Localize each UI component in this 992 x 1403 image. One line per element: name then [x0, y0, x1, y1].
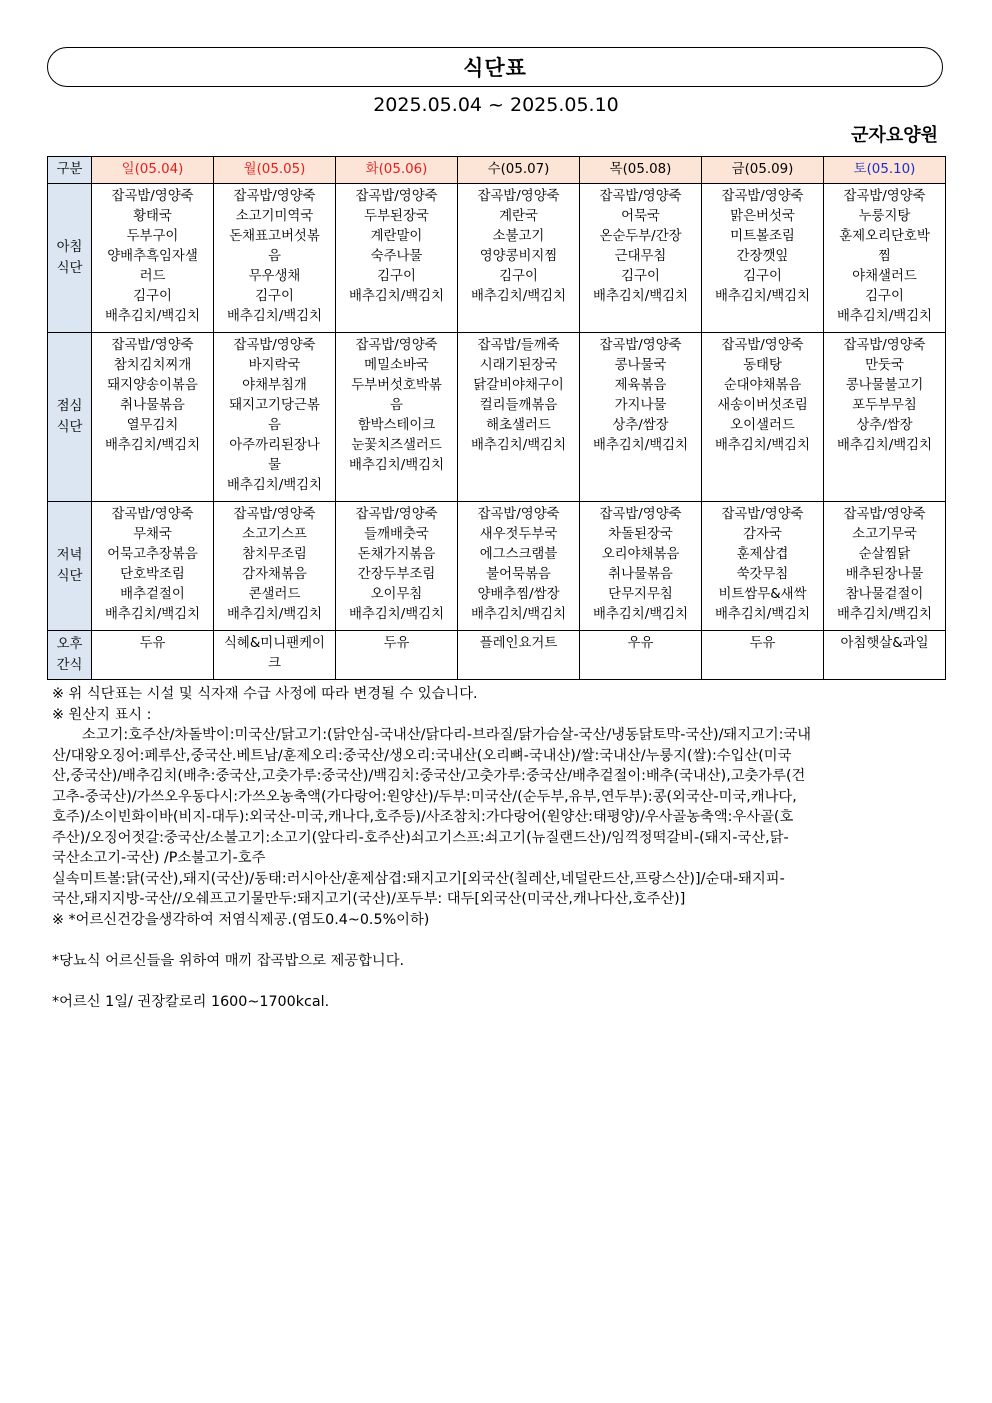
menu-item: 배추김치/백김치	[348, 458, 445, 473]
meal-label-line: 아침	[56, 240, 83, 255]
note-line: ※ 원산지 표시 :	[52, 706, 152, 723]
menu-item: 야채부침개	[242, 378, 307, 393]
menu-cell	[214, 631, 336, 680]
menu-item: 가지나물	[614, 398, 667, 413]
menu-item: 잡곡밥/영양죽	[111, 507, 194, 522]
menu-item: 감자채볶음	[242, 567, 307, 582]
menu-item: 김구이	[133, 289, 172, 304]
menu-item: 단호박조림	[120, 567, 185, 582]
menu-item: 잡곡밥/들깨죽	[477, 338, 560, 353]
menu-item: 소고기미역국	[235, 209, 314, 224]
menu-item: 돼지양송이볶음	[107, 378, 198, 393]
menu-item: 들깨배춧국	[364, 527, 429, 542]
note-line: 소고기:호주산/차돌박이:미국산/닭고기:(닭안심-국내산/닭다리-브라질/닭가슴살-국산/냉동닭토막-국산)/돼지고기:국내	[82, 727, 812, 743]
date-range: 2025.05.04 ~ 2025.05.10	[373, 94, 619, 116]
menu-item: 크	[268, 656, 281, 671]
menu-item: 두유	[749, 636, 776, 651]
menu-cell	[336, 184, 458, 333]
menu-cell	[702, 502, 824, 631]
menu-cell	[458, 333, 580, 502]
menu-item: 무채국	[133, 527, 172, 542]
menu-item: 배추김치/백김치	[104, 309, 201, 324]
menu-item: 잡곡밥/영양죽	[721, 189, 804, 204]
menu-item: 배추김치/백김치	[714, 607, 811, 622]
menu-item: 어묵고추장볶음	[107, 547, 198, 562]
menu-item: 누룽지탕	[858, 209, 911, 224]
menu-item: 불어묵볶음	[486, 567, 551, 582]
menu-row	[48, 333, 946, 502]
menu-item: 두부버섯호박볶	[351, 378, 442, 393]
menu-item: 배추김치/백김치	[104, 438, 201, 453]
menu-cell	[336, 333, 458, 502]
note-line: 국산,돼지지방-국산//오쉐프고기물만두:돼지고기(국산)/포두부: 대두[외국산(미국산,캐나다산,호주산)]	[52, 891, 686, 907]
menu-item: 돼지고기당근볶	[229, 398, 320, 413]
menu-item: 계란말이	[370, 229, 423, 244]
menu-item: 메밀소바국	[364, 358, 429, 373]
menu-item: 배추김치/백김치	[348, 607, 445, 622]
menu-item: 맑은버섯국	[730, 209, 795, 224]
menu-item: 미트볼조림	[730, 229, 795, 244]
meal-label-line: 저녁	[56, 548, 83, 563]
menu-item: 영양콩비지찜	[479, 249, 558, 264]
menu-item: 만둣국	[865, 358, 904, 373]
menu-item: 참치김치찌개	[113, 358, 192, 373]
menu-item: 취나물볶음	[120, 398, 185, 413]
menu-item: 찜	[878, 249, 891, 264]
menu-cell	[702, 333, 824, 502]
page-title: 식단표	[463, 56, 527, 80]
menu-item: 닭갈비야채구이	[473, 378, 564, 393]
note-line: 국산소고기-국산) /P소불고기-호주	[52, 850, 266, 866]
title-box	[47, 47, 943, 87]
menu-item: 배추김치/백김치	[226, 607, 323, 622]
menu-cell	[824, 184, 946, 333]
menu-item: 잡곡밥/영양죽	[477, 507, 560, 522]
menu-item: 차돌된장국	[608, 527, 673, 542]
note-line	[52, 971, 922, 992]
header-corner: 구분	[48, 157, 92, 184]
menu-item: 배추김치/백김치	[470, 607, 567, 622]
menu-item: 잡곡밥/영양죽	[843, 189, 926, 204]
menu-item: 오리야채볶음	[601, 547, 680, 562]
menu-item: 잡곡밥/영양죽	[355, 189, 438, 204]
menu-cell	[458, 631, 580, 680]
menu-item: 소고기스프	[242, 527, 307, 542]
note-line: *어르신 1일/ 권장칼로리 1600~1700kcal.	[52, 993, 330, 1010]
menu-item: 양배추찜/쌈장	[477, 587, 560, 602]
menu-item: 음	[268, 418, 281, 433]
menu-cell	[214, 502, 336, 631]
menu-item: 돈채표고버섯볶	[229, 229, 320, 244]
menu-item: 잡곡밥/영양죽	[355, 338, 438, 353]
menu-item: 잡곡밥/영양죽	[843, 338, 926, 353]
day-header: 토(05.10)	[824, 157, 946, 184]
menu-item: 숙주나물	[370, 249, 423, 264]
menu-item: 두유	[383, 636, 410, 651]
menu-item: 동태탕	[743, 358, 782, 373]
note-line: ※ *어르신건강을생각하여 저염식제공.(염도0.4~0.5%이하)	[52, 911, 430, 928]
menu-item: 플레인요거트	[479, 636, 558, 651]
menu-item: 김구이	[377, 269, 416, 284]
menu-item: 잡곡밥/영양죽	[111, 338, 194, 353]
menu-item: 배추김치/백김치	[226, 309, 323, 324]
menu-item: 훈제삼겹	[736, 547, 789, 562]
menu-item: 배추김치/백김치	[348, 289, 445, 304]
menu-item: 순살찜닭	[858, 547, 911, 562]
menu-item: 콩나물불고기	[845, 378, 924, 393]
menu-item: 배추김치/백김치	[714, 438, 811, 453]
menu-item: 두유	[139, 636, 166, 651]
menu-item: 계란국	[499, 209, 538, 224]
menu-item: 새우젓두부국	[479, 527, 558, 542]
menu-cell	[702, 631, 824, 680]
menu-item: 포두부무침	[852, 398, 917, 413]
menu-item: 배추김치/백김치	[836, 607, 933, 622]
menu-item: 잡곡밥/영양죽	[599, 189, 682, 204]
menu-item: 아주까리된장나	[229, 438, 320, 453]
menu-item: 김구이	[499, 269, 538, 284]
meal-label-line: 오후	[56, 637, 83, 652]
menu-item: 열무김치	[126, 418, 179, 433]
menu-item: 어묵국	[621, 209, 660, 224]
menu-item: 컬리들깨볶음	[479, 398, 558, 413]
note-line: 호주)/소이빈화이바(비지-대두):외국산-미국,캐나다,호주등)/사조참치:가다랑어(원양산:태평양)/우사골농축액:우사골(호	[52, 809, 794, 825]
meal-label	[48, 184, 92, 333]
menu-cell	[824, 333, 946, 502]
menu-item: 배추김치/백김치	[836, 309, 933, 324]
meal-label-line: 간식	[56, 658, 83, 673]
day-header: 화(05.06)	[336, 157, 458, 184]
menu-item: 참치무조림	[242, 547, 307, 562]
menu-item: 상추/쌈장	[856, 418, 913, 433]
meal-label-line: 점심	[56, 399, 83, 414]
menu-item: 잡곡밥/영양죽	[111, 189, 194, 204]
menu-item: 야채샐러드	[852, 269, 917, 284]
menu-item: 오이무침	[370, 587, 423, 602]
menu-cell	[458, 502, 580, 631]
menu-item: 오이샐러드	[730, 418, 795, 433]
menu-cell	[92, 502, 214, 631]
menu-item: 순대야채볶음	[723, 378, 802, 393]
menu-item: 에그스크램블	[479, 547, 558, 562]
menu-item: 잡곡밥/영양죽	[233, 338, 316, 353]
menu-cell	[580, 184, 702, 333]
note-line: 산/대왕오징어:페루산,중국산.베트남/훈제오리:중국산/생오리:국내산(오리뼈-국내산)/쌀:국내산/누룽지(쌀):수입산(미국	[52, 747, 792, 764]
menu-item: 제육볶음	[614, 378, 667, 393]
menu-item: 배추김치/백김치	[836, 438, 933, 453]
menu-item: 배추김치/백김치	[592, 289, 689, 304]
menu-cell	[92, 184, 214, 333]
menu-item: 시래기된장국	[479, 358, 558, 373]
menu-cell	[580, 502, 702, 631]
menu-cell	[458, 184, 580, 333]
menu-item: 배추겉절이	[120, 587, 185, 602]
menu-item: 음	[268, 249, 281, 264]
menu-item: 잡곡밥/영양죽	[233, 189, 316, 204]
menu-item: 근대무침	[614, 249, 667, 264]
menu-item: 소고기무국	[852, 527, 917, 542]
menu-table	[47, 156, 946, 680]
menu-item: 무우생채	[248, 269, 301, 284]
day-header: 월(05.05)	[214, 157, 336, 184]
menu-row	[48, 184, 946, 333]
notes-section	[52, 684, 922, 1012]
menu-item: 훈제오리단호박	[839, 229, 930, 244]
menu-item: 잡곡밥/영양죽	[355, 507, 438, 522]
menu-item: 간장두부조림	[357, 567, 436, 582]
menu-item: 온순두부/간장	[599, 229, 682, 244]
day-header: 일(05.04)	[92, 157, 214, 184]
note-line	[52, 930, 922, 951]
menu-item: 콘샐러드	[248, 587, 301, 602]
facility-name: 군자요양원	[851, 125, 938, 146]
note-line: 실속미트볼:닭(국산),돼지(국산)/동태:러시아산/훈제삼겹:돼지고기[외국산(칠레산,네덜란드산,프랑스산)]/순대-돼지피-	[52, 870, 785, 887]
menu-item: 눈꽃치즈샐러드	[351, 438, 442, 453]
menu-cell	[580, 333, 702, 502]
menu-item: 식혜&미니팬케이	[224, 636, 325, 651]
menu-item: 단무지무침	[608, 587, 673, 602]
menu-item: 감자국	[743, 527, 782, 542]
menu-item: 새송이버섯조림	[717, 398, 808, 413]
menu-item: 참나물겉절이	[845, 587, 924, 602]
day-header: 목(05.08)	[580, 157, 702, 184]
menu-item: 아침햇살&과일	[840, 636, 929, 651]
header-row	[48, 157, 946, 184]
menu-item: 러드	[139, 269, 166, 284]
menu-item: 잡곡밥/영양죽	[599, 338, 682, 353]
menu-item: 우유	[627, 636, 654, 651]
menu-item: 김구이	[255, 289, 294, 304]
menu-cell	[214, 184, 336, 333]
menu-cell	[92, 333, 214, 502]
menu-item: 쑥갓무침	[736, 567, 789, 582]
menu-cell	[336, 502, 458, 631]
meal-label-line: 식단	[56, 569, 83, 584]
menu-item: 배추김치/백김치	[104, 607, 201, 622]
menu-item: 바지락국	[248, 358, 301, 373]
meal-label-line: 식단	[56, 261, 83, 276]
menu-item: 잡곡밥/영양죽	[721, 338, 804, 353]
menu-item: 잡곡밥/영양죽	[599, 507, 682, 522]
menu-item: 김구이	[865, 289, 904, 304]
menu-cell	[92, 631, 214, 680]
note-line: 고추-중국산)/가쓰오우동다시:가쓰오농축액(가다랑어:원양산)/두부:미국산/(순두부,유부,연두부):콩(외국산-미국,캐나다,	[52, 788, 797, 805]
menu-item: 두부된장국	[364, 209, 429, 224]
menu-item: 잡곡밥/영양죽	[477, 189, 560, 204]
day-header: 수(05.07)	[458, 157, 580, 184]
menu-item: 배추김치/백김치	[226, 478, 323, 493]
menu-cell	[702, 184, 824, 333]
menu-item: 해초샐러드	[486, 418, 551, 433]
meal-label	[48, 502, 92, 631]
menu-cell	[824, 502, 946, 631]
menu-item: 배추된장나물	[845, 567, 924, 582]
note-line: *당뇨식 어르신들을 위하여 매끼 잡곡밥으로 제공합니다.	[52, 952, 405, 969]
meal-label	[48, 333, 92, 502]
day-header: 금(05.09)	[702, 157, 824, 184]
menu-item: 배추김치/백김치	[470, 438, 567, 453]
note-line: 산,중국산)/배추김치(배추:중국산,고춧가루:중국산)/백김치:중국산/고춧가루:중국산/배추겉절이:배추(국내산),고춧가루(건	[52, 768, 806, 784]
menu-item: 음	[390, 398, 403, 413]
menu-item: 잡곡밥/영양죽	[721, 507, 804, 522]
menu-row	[48, 502, 946, 631]
menu-item: 상추/쌈장	[612, 418, 669, 433]
menu-item: 함박스테이크	[357, 418, 436, 433]
menu-item: 배추김치/백김치	[592, 438, 689, 453]
menu-cell	[214, 333, 336, 502]
menu-item: 콩나물국	[614, 358, 667, 373]
menu-cell	[824, 631, 946, 680]
menu-item: 취나물볶음	[608, 567, 673, 582]
note-line: 주산)/오징어젓갈:중국산/소불고기:소고기(앞다리-호주산)쇠고기스프:쇠고기(뉴질랜드산)/임꺽정떡갈비-(돼지-국산,닭-	[52, 829, 789, 846]
menu-item: 배추김치/백김치	[714, 289, 811, 304]
meal-label-line: 식단	[56, 420, 83, 435]
menu-cell	[336, 631, 458, 680]
menu-item: 잡곡밥/영양죽	[233, 507, 316, 522]
menu-item: 비트쌈무&새싹	[718, 587, 807, 602]
menu-item: 두부구이	[126, 229, 179, 244]
menu-item: 간장깻잎	[736, 249, 789, 264]
note-line: ※ 위 식단표는 시설 및 식자재 수급 사정에 따라 변경될 수 있습니다.	[52, 686, 478, 702]
menu-item: 양배추흑임자샐	[107, 249, 198, 264]
menu-item: 김구이	[743, 269, 782, 284]
menu-cell	[580, 631, 702, 680]
meal-label	[48, 631, 92, 680]
menu-item: 황태국	[133, 209, 172, 224]
menu-item: 배추김치/백김치	[592, 607, 689, 622]
menu-item: 소불고기	[492, 229, 545, 244]
menu-item: 물	[268, 458, 281, 473]
menu-item: 잡곡밥/영양죽	[843, 507, 926, 522]
menu-item: 김구이	[621, 269, 660, 284]
menu-item: 배추김치/백김치	[470, 289, 567, 304]
menu-item: 돈채가지볶음	[357, 547, 436, 562]
menu-row	[48, 631, 946, 680]
